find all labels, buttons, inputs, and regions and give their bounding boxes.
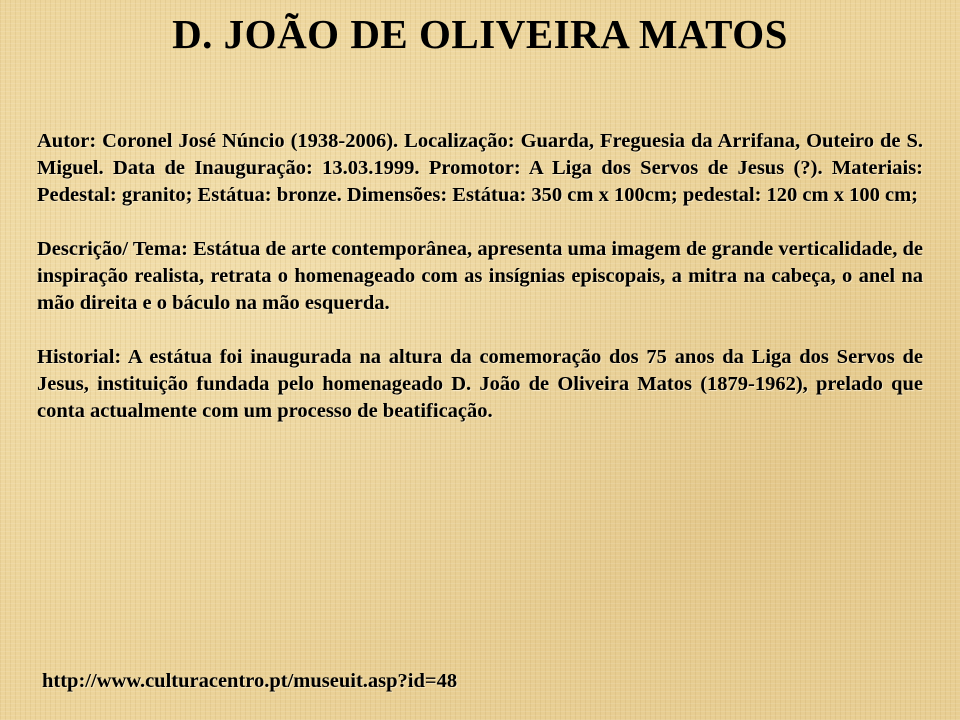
source-link[interactable]: http://www.culturacentro.pt/museuit.asp?id=48 <box>42 670 458 692</box>
slide-body <box>37 128 923 452</box>
slide-title: D. JOÃO DE OLIVEIRA MATOS <box>172 11 788 57</box>
paragraph-historial: Historial: A estátua foi inaugurada na altura da comemoração dos 75 anos da Liga dos Servos de Jesus, instituição fundada pelo homenageado D. João de Oliveira Matos (1879-1962), prelado que conta actualmente com um processo de beatificação. <box>37 346 923 422</box>
paragraph-descricao: Descrição/ Tema: Estátua de arte contemporânea, apresenta uma imagem de grande verticalidade, de inspiração realista, retrata o homenageado com as insígnias episcopais, a mitra na cabeça, o anel na mão direita e o báculo na mão esquerda. <box>37 238 923 314</box>
paragraph-autor: Autor: Coronel José Núncio (1938-2006). Localização: Guarda, Freguesia da Arrifana, Outeiro de S. Miguel. Data de Inauguração: 13.03.1999. Promotor: A Liga dos Servos de Jesus (?). Materiais: Pedestal: granito; Estátua: bronze. Dimensões: Estátua: 350 cm x 100cm; pedestal: 120 cm x 100 cm; <box>37 130 923 206</box>
